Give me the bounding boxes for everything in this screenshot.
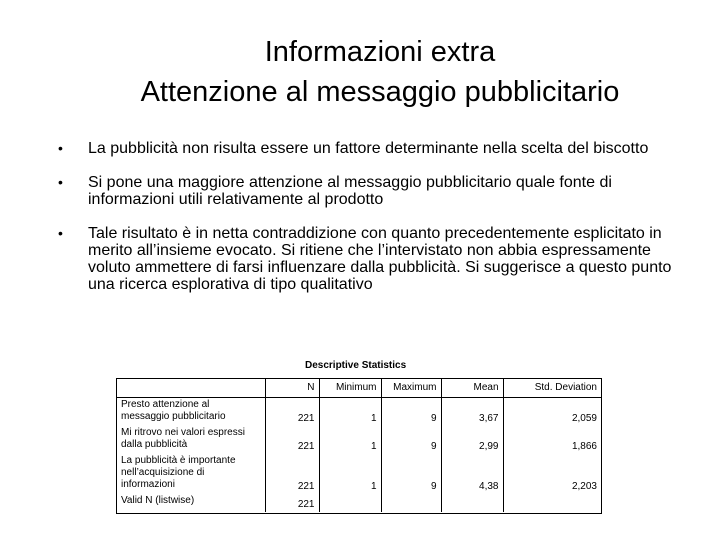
cell-n: 221 bbox=[265, 454, 319, 494]
cell-maximum: 9 bbox=[381, 398, 441, 427]
bullet-icon: • bbox=[58, 174, 63, 190]
row-label: Mi ritrovo nei valori espressi dalla pubblicità bbox=[121, 427, 245, 450]
row-label: Valid N (listwise) bbox=[121, 495, 195, 506]
row-label: Presto attenzione al messaggio pubblicitario bbox=[121, 399, 226, 422]
bullet-text: Tale risultato è in netta contraddizione con quanto precedentemente esplicitato in merito all’insieme evocato. Si ritiene che l’intervistato non abbia espressamente voluto ammettere di farsi influenzare dalla pubblicità. Si suggerisce a questo punto una ricerca esplorativa di tipo qualitativo bbox=[88, 225, 672, 293]
cell-std-deviation: 2,203 bbox=[503, 454, 601, 494]
table-row-valid-n bbox=[117, 494, 601, 512]
cell-n: 221 bbox=[265, 494, 319, 512]
cell-n: 221 bbox=[265, 398, 319, 427]
row-label: La pubblicità è importante nell’acquisizione di informazioni bbox=[121, 455, 236, 490]
column-header bbox=[117, 379, 265, 398]
column-header: Std. Deviation bbox=[503, 379, 601, 398]
bullet-text: Si pone una maggiore attenzione al messaggio pubblicitario quale fonte di informazioni utili relativamente al prodotto bbox=[88, 174, 612, 208]
cell-n: 221 bbox=[265, 426, 319, 454]
slide-title bbox=[60, 32, 700, 112]
stats-table-title: Descriptive Statistics bbox=[305, 360, 407, 371]
column-header: N bbox=[265, 379, 319, 398]
cell-maximum: 9 bbox=[381, 426, 441, 454]
cell-std-deviation: 2,059 bbox=[503, 398, 601, 427]
cell-minimum: 1 bbox=[319, 454, 381, 494]
cell-minimum: 1 bbox=[319, 426, 381, 454]
table-row bbox=[117, 426, 601, 454]
table-row bbox=[117, 454, 601, 494]
stats-header-row bbox=[117, 379, 601, 398]
cell-std-deviation: 1,866 bbox=[503, 426, 601, 454]
stats-table-frame bbox=[116, 378, 602, 514]
slide-title-line-2: Attenzione al messaggio pubblicitario bbox=[140, 76, 620, 108]
bullet-list bbox=[58, 140, 688, 310]
column-header: Mean bbox=[441, 379, 503, 398]
cell-mean: 4,38 bbox=[441, 454, 503, 494]
cell-maximum bbox=[381, 494, 441, 512]
cell-minimum bbox=[319, 494, 381, 512]
column-header: Minimum bbox=[319, 379, 381, 398]
bullet-item bbox=[58, 174, 688, 208]
cell-mean bbox=[441, 494, 503, 512]
stats-table bbox=[117, 379, 601, 512]
cell-mean: 3,67 bbox=[441, 398, 503, 427]
cell-minimum: 1 bbox=[319, 398, 381, 427]
bullet-icon: • bbox=[58, 140, 63, 156]
slide-title-line-1: Informazioni extra bbox=[264, 36, 496, 68]
bullet-item bbox=[58, 225, 688, 293]
bullet-icon: • bbox=[58, 225, 63, 241]
column-header: Maximum bbox=[381, 379, 441, 398]
cell-mean: 2,99 bbox=[441, 426, 503, 454]
cell-maximum: 9 bbox=[381, 454, 441, 494]
bullet-item bbox=[58, 140, 688, 157]
bullet-text: La pubblicità non risulta essere un fattore determinante nella scelta del biscotto bbox=[88, 140, 649, 157]
cell-std-deviation bbox=[503, 494, 601, 512]
table-row bbox=[117, 398, 601, 427]
